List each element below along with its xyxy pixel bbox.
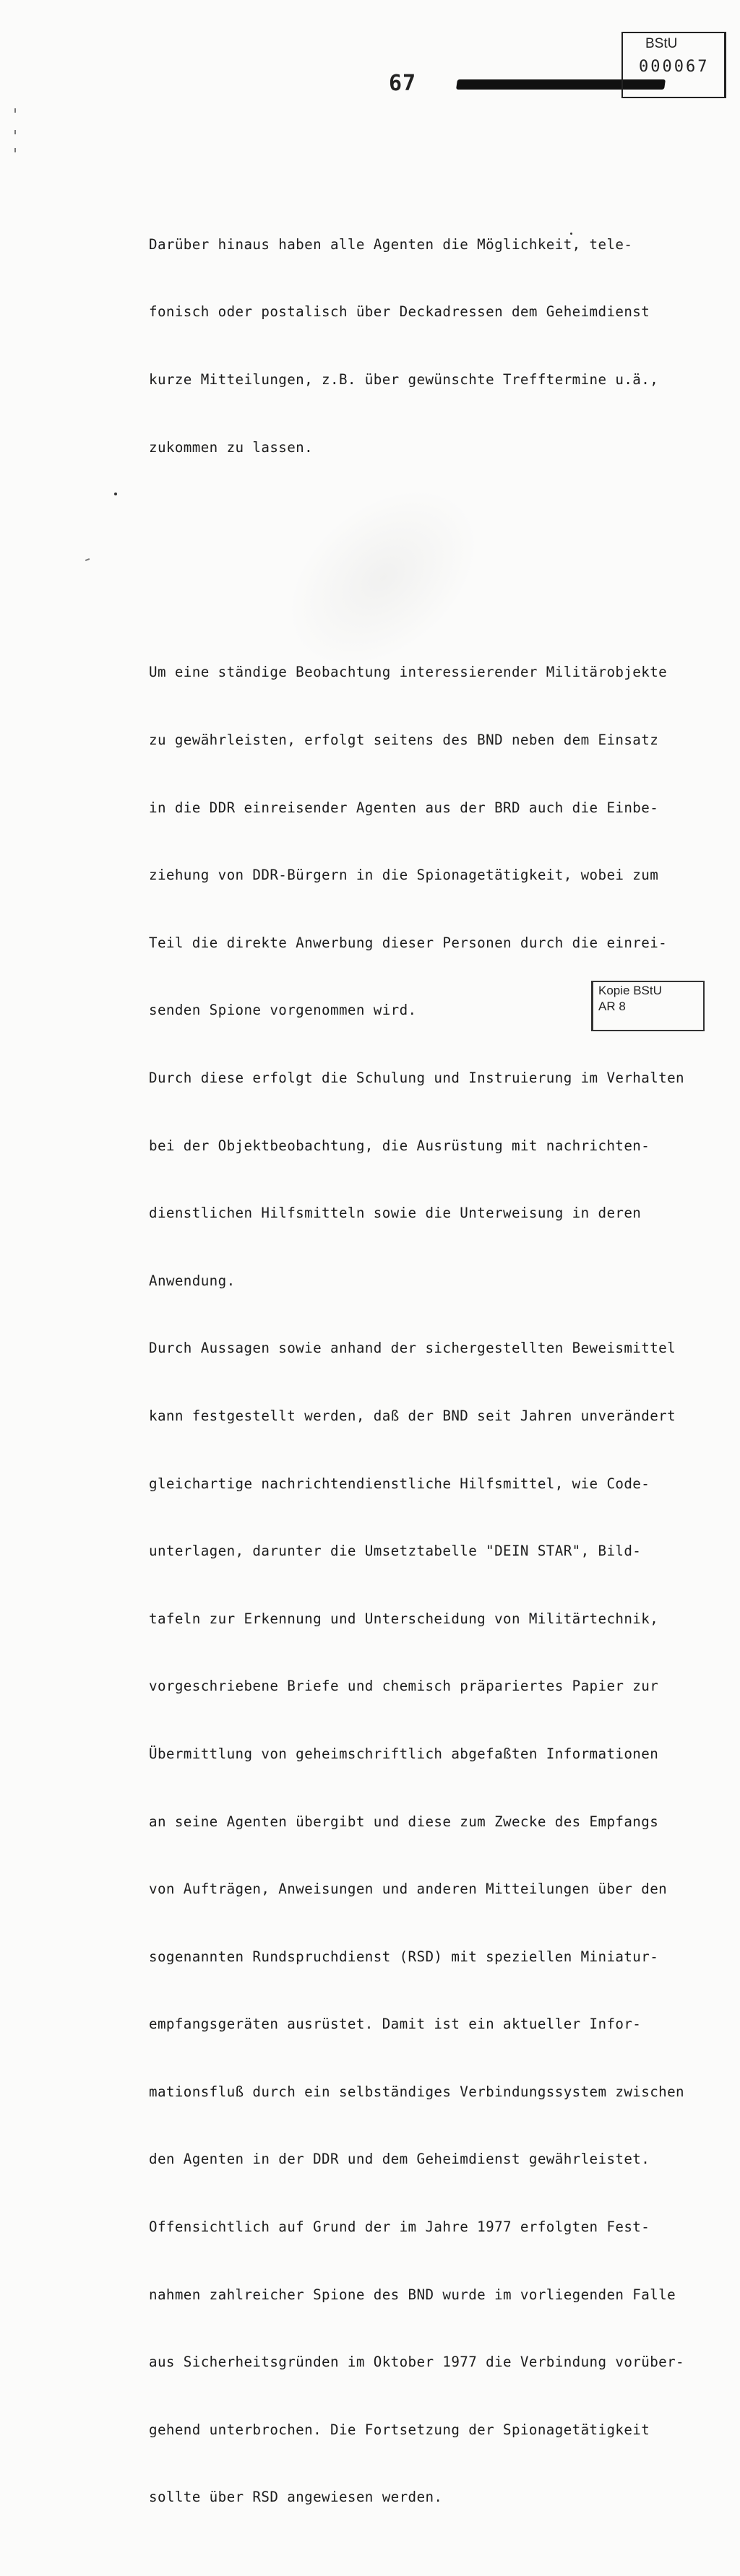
text-line: tafeln zur Erkennung und Unterscheidung von Militärtechnik, xyxy=(149,1610,659,1627)
text-line: gehend unterbrochen. Die Fortsetzung der Spionagetätigkeit xyxy=(149,2421,650,2438)
page-number: 67 xyxy=(389,71,417,96)
text-line: Offensichtlich auf Grund der im Jahre 1977 erfolgten Fest- xyxy=(149,2219,650,2236)
margin-mark xyxy=(14,148,16,152)
text-line: Anwendung. xyxy=(149,1272,236,1289)
paragraph-2 xyxy=(149,616,727,2554)
archive-stamp-number: 000067 xyxy=(639,58,710,76)
text-line: von Aufträgen, Anweisungen und anderen Mitteilungen über den xyxy=(149,1881,668,1898)
text-line: kurze Mitteilungen, z.B. über gewünschte Trefftermine u.ä., xyxy=(149,371,659,388)
text-line: Darüber hinaus haben alle Agenten die Möglichkeit, tele- xyxy=(149,235,633,253)
archive-stamp-title: BStU xyxy=(645,36,678,51)
text-line: nahmen zahlreicher Spione des BND wurde im vorliegenden Falle xyxy=(149,2286,676,2303)
text-line: sogenannten Rundspruchdienst (RSD) mit speziellen Miniatur- xyxy=(149,1948,659,1965)
text-line: Teil die direkte Anwerbung dieser Personen durch die einrei- xyxy=(149,934,668,951)
margin-mark xyxy=(85,558,90,561)
text-line: den Agenten in der DDR und dem Geheimdienst gewährleistet. xyxy=(149,2151,650,2168)
margin-mark xyxy=(14,130,16,134)
text-line: senden Spione vorgenommen wird. xyxy=(149,1002,417,1019)
text-line: vorgeschriebene Briefe und chemisch präpariertes Papier zur xyxy=(149,1678,659,1695)
text-line: sollte über RSD angewiesen werden. xyxy=(149,2489,443,2506)
document-body xyxy=(149,143,727,2576)
text-line: aus Sicherheitsgründen im Oktober 1977 die Verbindung vorüber- xyxy=(149,2354,685,2371)
copy-stamp-label: Kopie BStU xyxy=(598,984,662,997)
paragraph-1 xyxy=(149,188,727,503)
text-line: zu gewährleisten, erfolgt seitens des BND neben dem Einsatz xyxy=(149,732,659,748)
margin-dot xyxy=(114,493,117,495)
text-line: Übermittlung von geheimschriftlich abgefaßten Informationen xyxy=(149,1745,659,1762)
text-line: zukommen zu lassen. xyxy=(149,438,314,456)
text-line: in die DDR einreisender Agenten aus der BRD auch die Einbe- xyxy=(149,799,659,816)
text-line: fonisch oder postalisch über Deckadressen dem Geheimdienst xyxy=(149,303,650,321)
text-line: Durch Aussagen sowie anhand der sichergestellten Beweismittel xyxy=(149,1340,676,1357)
text-line: unterlagen, darunter die Umsetztabelle "DEIN STAR", Bild- xyxy=(149,1543,642,1560)
text-line: mationsfluß durch ein selbständiges Verbindungssystem zwischen xyxy=(149,2083,685,2100)
text-line: kann festgestellt werden, daß der BND seit Jahren unverändert xyxy=(149,1407,676,1424)
text-line: Durch diese erfolgt die Schulung und Instruierung im Verhalten xyxy=(149,1069,685,1086)
text-line: ziehung von DDR-Bürgern in die Spionagetätigkeit, wobei zum xyxy=(149,867,659,884)
margin-mark xyxy=(14,108,16,113)
text-line: bei der Objektbeobachtung, die Ausrüstung mit nachrichten- xyxy=(149,1137,650,1154)
text-line: an seine Agenten übergibt und diese zum Zwecke des Empfangs xyxy=(149,1813,659,1830)
text-line: gleichartige nachrichtendienstliche Hilfsmittel, wie Code- xyxy=(149,1475,650,1492)
text-line: dienstlichen Hilfsmitteln sowie die Unterweisung in deren xyxy=(149,1205,642,1222)
copy-stamp-reference: AR 8 xyxy=(598,999,626,1013)
text-line: Um eine ständige Beobachtung interessierender Militärobjekte xyxy=(149,664,668,681)
text-line: empfangsgeräten ausrüstet. Damit ist ein aktueller Infor- xyxy=(149,2016,642,2033)
